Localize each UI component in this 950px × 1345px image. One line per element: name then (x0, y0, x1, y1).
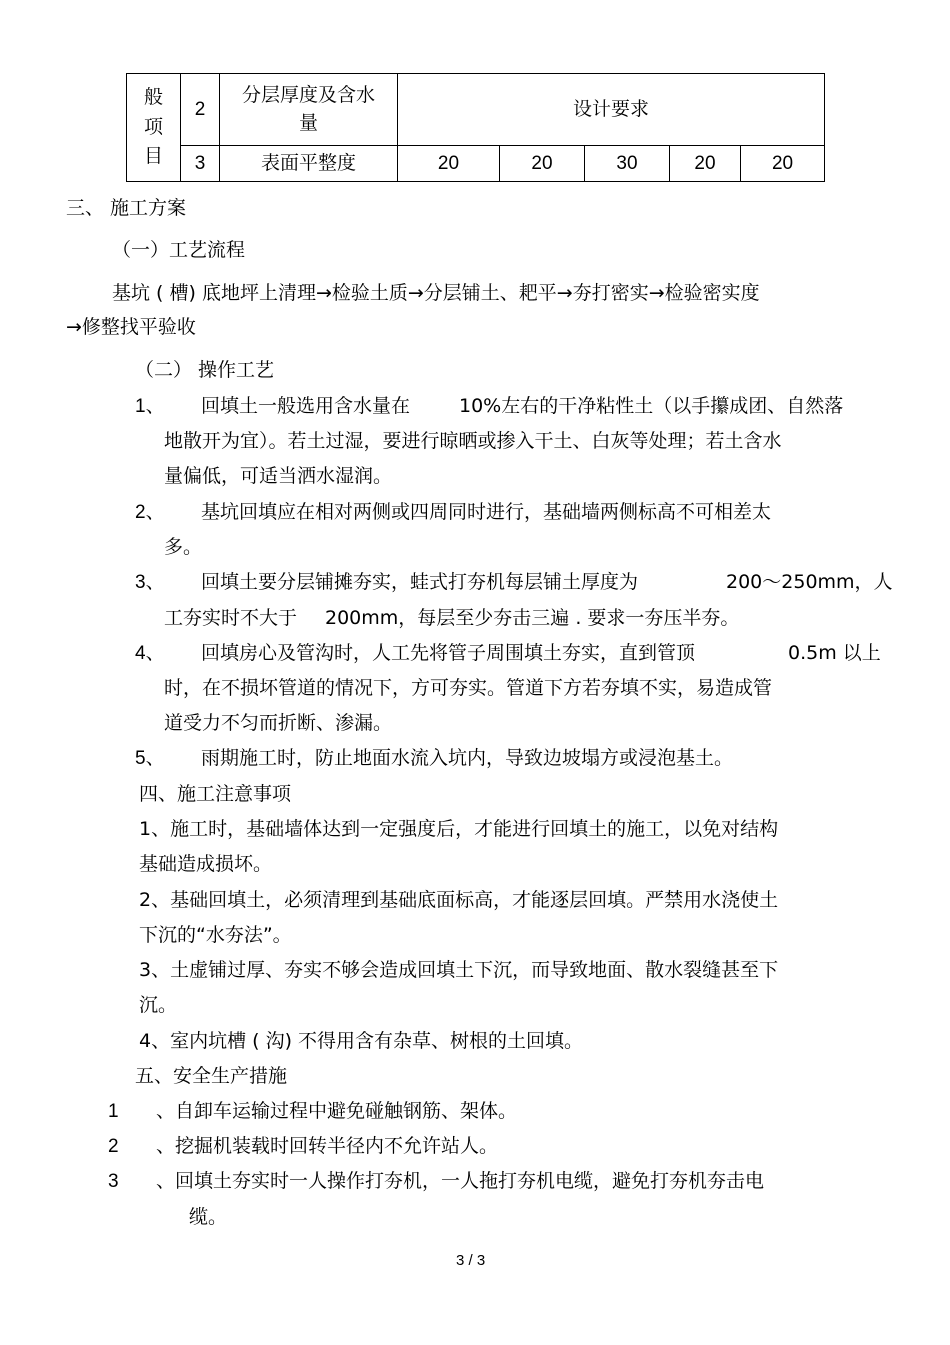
list-text: 时，在不损坏管道的情况下，方可夯实。管道下方若夯填不实，易造成管 (164, 677, 773, 699)
list-text: 10%左右的干净粘性土（以手攥成团、自然落 (459, 395, 844, 417)
category-char: 项 (143, 115, 163, 138)
quality-table (126, 73, 825, 182)
tolerance-value: 20 (741, 146, 825, 182)
notice-text: 沉。 (139, 994, 178, 1016)
subsection-heading: （一）工艺流程 (112, 239, 246, 261)
list-number: 2 (108, 1136, 119, 1157)
notice-text: 3、土虚铺过厚、夯实不够会造成回填土下沉，而导致地面、散水裂缝甚至下 (139, 959, 779, 981)
list-text: 200～250mm，人 (726, 571, 893, 593)
list-text: 200mm，每层至少夯击三遍 . 要求一夯压半夯。 (325, 607, 740, 629)
requirement-cell: 设计要求 (398, 74, 825, 146)
category-char: 般 (143, 86, 163, 109)
list-number: 3 (108, 1171, 119, 1192)
list-text: 道受力不匀而折断、渗漏。 (164, 712, 393, 734)
section-heading: 五、安全生产措施 (135, 1065, 288, 1087)
list-text: 回填土一般选用含水量在 (201, 395, 411, 417)
subsection-heading: （二） 操作工艺 (135, 359, 275, 381)
notice-text: 下沉的“水夯法”。 (139, 924, 292, 946)
tolerance-value: 20 (398, 146, 500, 182)
list-number: 2、 (135, 502, 165, 523)
safety-text: 缆。 (189, 1206, 228, 1228)
list-text: 基坑回填应在相对两侧或四周同时进行，基础墙两侧标高不可相差太 (201, 501, 772, 523)
list-text: 0.5m 以上 (788, 642, 881, 664)
list-number: 1 (108, 1101, 119, 1122)
page-number: 3 / 3 (456, 1252, 486, 1269)
tolerance-value: 20 (670, 146, 741, 182)
list-text: 多。 (164, 536, 203, 558)
safety-text: 、自卸车运输过程中避免碰触钢筋、架体。 (156, 1100, 518, 1122)
section-heading: 四、施工注意事项 (139, 783, 292, 805)
list-number: 3、 (135, 572, 165, 593)
item-name (220, 74, 398, 146)
list-text: 工夯实时不大于 (164, 607, 298, 629)
list-number: 5、 (135, 748, 165, 769)
item-number: 3 (181, 146, 220, 182)
item-name-line: 量 (298, 111, 318, 134)
process-flow-line: →修整找平验收 (66, 316, 196, 338)
category-char: 目 (143, 145, 163, 168)
list-text: 量偏低，可适当洒水湿润。 (164, 465, 393, 487)
notice-text: 4、室内坑槽 ( 沟) 不得用含有杂草、树根的土回填。 (139, 1030, 584, 1052)
section-heading: 三、 施工方案 (66, 197, 187, 219)
list-number: 1、 (135, 396, 165, 417)
notice-text: 基础造成损坏。 (139, 853, 273, 875)
list-text: 回填房心及管沟时，人工先将管子周围填土夯实，直到管顶 (201, 642, 696, 664)
item-name-line: 分层厚度及含水 (241, 83, 375, 106)
safety-text: 、回填土夯实时一人操作打夯机，一人拖打夯机电缆，避免打夯机夯击电 (156, 1170, 765, 1192)
safety-text: 、挖掘机装载时回转半径内不允许站人。 (156, 1135, 499, 1157)
tolerance-value: 20 (500, 146, 585, 182)
notice-text: 2、基础回填土，必须清理到基础底面标高，才能逐层回填。严禁用水浇使土 (139, 889, 779, 911)
tolerance-value: 30 (585, 146, 670, 182)
list-text: 地散开为宜）。若土过湿，要进行晾晒或掺入干土、白灰等处理；若土含水 (164, 430, 782, 452)
list-text: 回填土要分层铺摊夯实，蛙式打夯机每层铺土厚度为 (201, 571, 639, 593)
list-text: 雨期施工时，防止地面水流入坑内，导致边坡塌方或浸泡基土。 (201, 747, 734, 769)
category-cell (127, 74, 181, 182)
notice-text: 1、施工时，基础墙体达到一定强度后，才能进行回填土的施工，以免对结构 (139, 818, 779, 840)
item-name: 表面平整度 (220, 146, 398, 182)
list-number: 4、 (135, 643, 165, 664)
process-flow-line: 基坑 ( 槽) 底地坪上清理→检验土质→分层铺土、耙平→夯打密实→检验密实度 (112, 282, 760, 304)
item-number: 2 (181, 74, 220, 146)
